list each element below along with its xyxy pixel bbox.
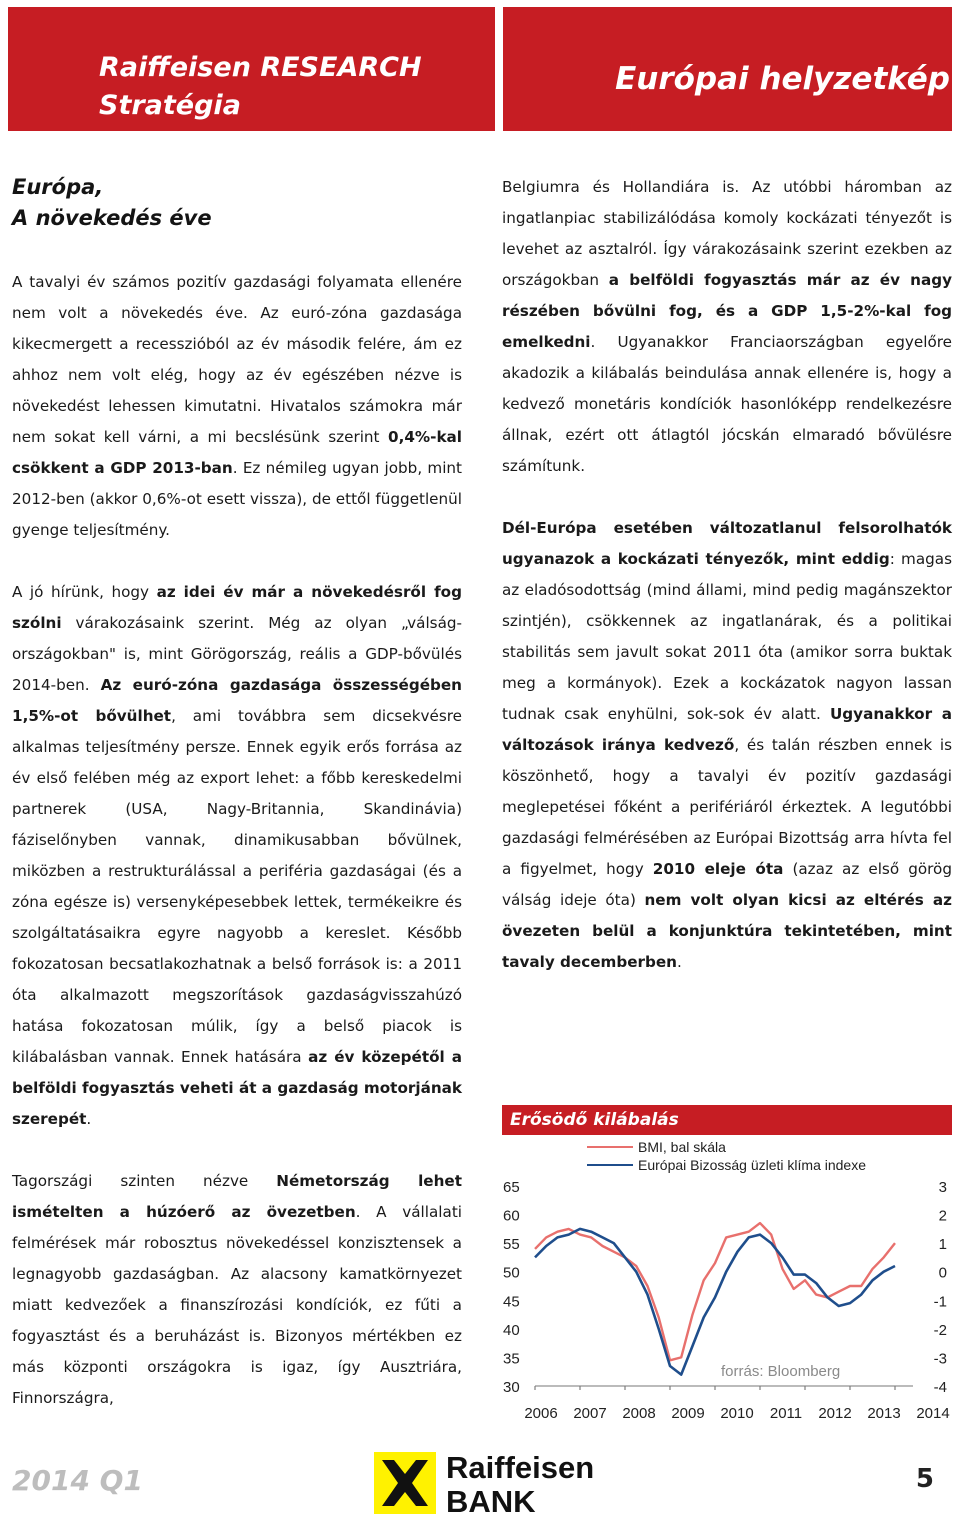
highlight: Németország lehet ismételten a húzóerő az övezetben bbox=[12, 1172, 462, 1221]
x-axis-tick-label: 2013 bbox=[867, 1405, 901, 1422]
right-axis-tick-label: -1 bbox=[933, 1293, 947, 1311]
x-axis-tick-label: 2009 bbox=[671, 1405, 705, 1422]
series-line bbox=[535, 1223, 895, 1360]
left-axis-tick-label: 40 bbox=[503, 1321, 520, 1339]
highlight: az idei év már a növekedésről fog szólni bbox=[12, 583, 462, 632]
right-axis-tick-label: -3 bbox=[933, 1350, 947, 1368]
highlight: nem volt olyan kicsi az eltérés az övezeten belül a konjunktúra tekintetében, mint tavaly decemberben bbox=[502, 891, 952, 971]
article-title-line-2: A növekedés éve bbox=[12, 206, 212, 230]
left-axis-tick-label: 60 bbox=[503, 1207, 520, 1225]
edition-label: 2014 Q1 bbox=[12, 1464, 143, 1497]
paragraph: Dél-Európa esetében változatlanul felsorolhatók ugyanazok a kockázati tényezők, mint eddig: magas az eladósodottság (mind állami, mind pedig magánszektor szintjén), csökkennek az ingatlanárak, és a politikai stabilitás sem javult sokat 2011 óta (amikor sorra buktak meg a kormányok). Ezek a kockázatok nagyon lassan tudnak csak enyhülni, sok-sok év alatt. Ugyanakkor a változások iránya kedvező, és talán részben ennek is köszönhető, hogy a tavalyi év pozitív gazdasági meglepetései főként a perifériáról érkeztek. A legutóbbi gazdasági felmérésében az Európai Bizottság arra hívta fel a figyelmet, hogy 2010 eleje óta (azaz az első görög válság ideje óta) nem volt olyan kicsi az eltérés az övezeten belül a konjunktúra tekintetében, mint tavaly decemberben. bbox=[502, 519, 953, 971]
paragraph: A jó hírünk, hogy az idei év már a növekedésről fog szólni várakozásaink szerint. Még az olyan „válság-országokban" is, mint Görögország, reális a GDP-bővülés 2014-ben. Az euró-zóna gazdasága összességében 1,5%-ot bővülhet, ami továbbra sem dicsekvésre alkalmas teljesítmény persze. Ennek egyik erős forrása az év első felében még az export lehet: a főbb kereskedelmi partnerek (USA, Nagy-Britannia, Skandinávia) fáziselőnyben vannak, dinamikusabban bővülnek, miközben a restrukturálással a periféria gazdaságai (és a zóna egésze is) versenyképesebbek lettek, termékeikre és szolgáltatásaikra egyre nagyobb a kereslet. Később fokozatosan becsatlakozhatnak a belső források is: a 2011 óta alkalmazott megszorítások gazdaságvisszahúzó hatása fokozatosan múlik, így a belső piacok is kilábalásban vannak. Ennek hatására az év közepétől a belföldi fogyasztás veheti át a gazdaság motorjának szerepét. bbox=[12, 583, 462, 1128]
right-axis-tick-label: 2 bbox=[938, 1207, 947, 1225]
x-axis-tick-label: 2011 bbox=[769, 1405, 803, 1422]
paragraph: Tagországi szinten nézve Németország lehet ismételten a húzóerő az övezetben. A vállalati felmérések már robosztus növekedéssel konzisztensek a legnagyobb gazdaságban. Az alacsony kamatkörnyezet miatt kedvezőek a finanszírozási kondíciók, ez fűti a fogyasztást és a beruházást is. Bizonyos mértékben ez más központi országokra is igaz, így Ausztriára, Finnországra, bbox=[12, 1172, 462, 1407]
page-number: 5 bbox=[915, 1464, 934, 1494]
paragraph: A tavalyi év számos pozitív gazdasági folyamata ellenére nem volt a növekedés éve. Az euró-zóna gazdasága kikecmergett a recesszióból az év második felére, ám ez ahhoz nem volt elég, hogy az év egészében nézve is növekedést lehessen kimutatni. Hivatalos számokra már nem sokat kell várni, a mi becslésünk szerint 0,4%-kal csökkent a GDP 2013-ban. Ez némileg ugyan jobb, mint 2012-ben (akkor 0,6%-ot esett vissza), de ettől függetlenül gyenge teljesítmény. bbox=[12, 273, 463, 539]
left-axis-tick-label: 50 bbox=[503, 1264, 520, 1282]
header-banner bbox=[8, 7, 952, 131]
raiffeisen-logo bbox=[372, 1446, 602, 1518]
left-column bbox=[12, 172, 462, 1414]
right-column bbox=[502, 172, 952, 978]
banner-divider bbox=[495, 7, 503, 131]
x-axis-tick-label: 2008 bbox=[622, 1405, 656, 1422]
left-axis-tick-label: 65 bbox=[503, 1179, 520, 1196]
logo-text-bank: BANK bbox=[446, 1484, 536, 1518]
x-axis-tick-label: 2006 bbox=[524, 1405, 558, 1422]
left-axis-tick-label: 55 bbox=[503, 1236, 520, 1254]
right-axis-tick-label: 0 bbox=[938, 1264, 947, 1282]
series-line bbox=[535, 1229, 895, 1375]
highlight: az év közepétől a belföldi fogyasztás veheti át a gazdaság motorjának szerepét bbox=[12, 1048, 462, 1128]
x-axis-tick-label: 2012 bbox=[818, 1405, 852, 1422]
highlight: Az euró-zóna gazdasága összességében 1,5%-ot bővülhet bbox=[12, 676, 462, 725]
chart-title: Erősödő kilábalás bbox=[502, 1105, 952, 1135]
right-axis-tick-label: -2 bbox=[933, 1321, 947, 1339]
highlight: a belföldi fogyasztás már az év nagy részében bővülni fog, és a GDP 1,5-2%-kal fog emelkedni bbox=[502, 271, 952, 351]
paragraph: Belgiumra és Hollandiára is. Az utóbbi háromban az ingatlanpiac stabilizálódása komoly kockázati tényezőt is levehet az asztalról. Így várakozásaink szerint ezekben az országokban a belföldi fogyasztás már az év nagy részében bővülni fog, és a GDP 1,5-2%-kal fog emelkedni. Ugyanakkor Franciaországban egyelőre akadozik a kilábalás beindulása annak ellenére is, hogy a kedvező monetáris kondíciók hasonlóképp rendelkezésre állnak, ezért ott átlagtól jócskán elmaradó bővülésre számítunk. bbox=[502, 178, 952, 475]
section-title: Európai helyzetkép bbox=[615, 61, 950, 97]
brand-line-2: Stratégia bbox=[99, 90, 241, 121]
highlight: Dél-Európa esetében változatlanul felsorolhatók ugyanazok a kockázati tényezők, mint eddig bbox=[502, 519, 952, 568]
legend-label: BMI, bal skála bbox=[638, 1139, 726, 1155]
article-title-line-1: Európa, bbox=[12, 175, 104, 199]
right-axis-tick-label: -4 bbox=[933, 1379, 947, 1396]
article-title bbox=[12, 172, 462, 234]
x-axis-tick-label: 2010 bbox=[720, 1405, 754, 1422]
highlight: 2010 eleje óta bbox=[652, 860, 784, 878]
left-axis-tick-label: 35 bbox=[503, 1350, 520, 1368]
brand-title bbox=[99, 49, 422, 125]
brand-line-1: Raiffeisen RESEARCH bbox=[99, 52, 422, 83]
chart-source-note: forrás: Bloomberg bbox=[721, 1363, 841, 1380]
logo-text-raiffeisen: Raiffeisen bbox=[446, 1450, 595, 1485]
legend-label: Európai Bizosság üzleti klíma indexe bbox=[638, 1157, 867, 1173]
left-axis-tick-label: 30 bbox=[503, 1379, 520, 1396]
chart bbox=[495, 1136, 955, 1426]
x-axis-tick-label: 2014 bbox=[916, 1405, 950, 1422]
x-axis-tick-label: 2007 bbox=[573, 1405, 607, 1422]
right-axis-tick-label: 3 bbox=[938, 1179, 947, 1196]
highlight: Ugyanakkor a változások iránya kedvező bbox=[502, 705, 953, 754]
highlight: 0,4%-kal csökkent a GDP 2013-ban bbox=[12, 428, 462, 477]
left-axis-tick-label: 45 bbox=[503, 1293, 520, 1311]
right-axis-tick-label: 1 bbox=[938, 1236, 947, 1254]
